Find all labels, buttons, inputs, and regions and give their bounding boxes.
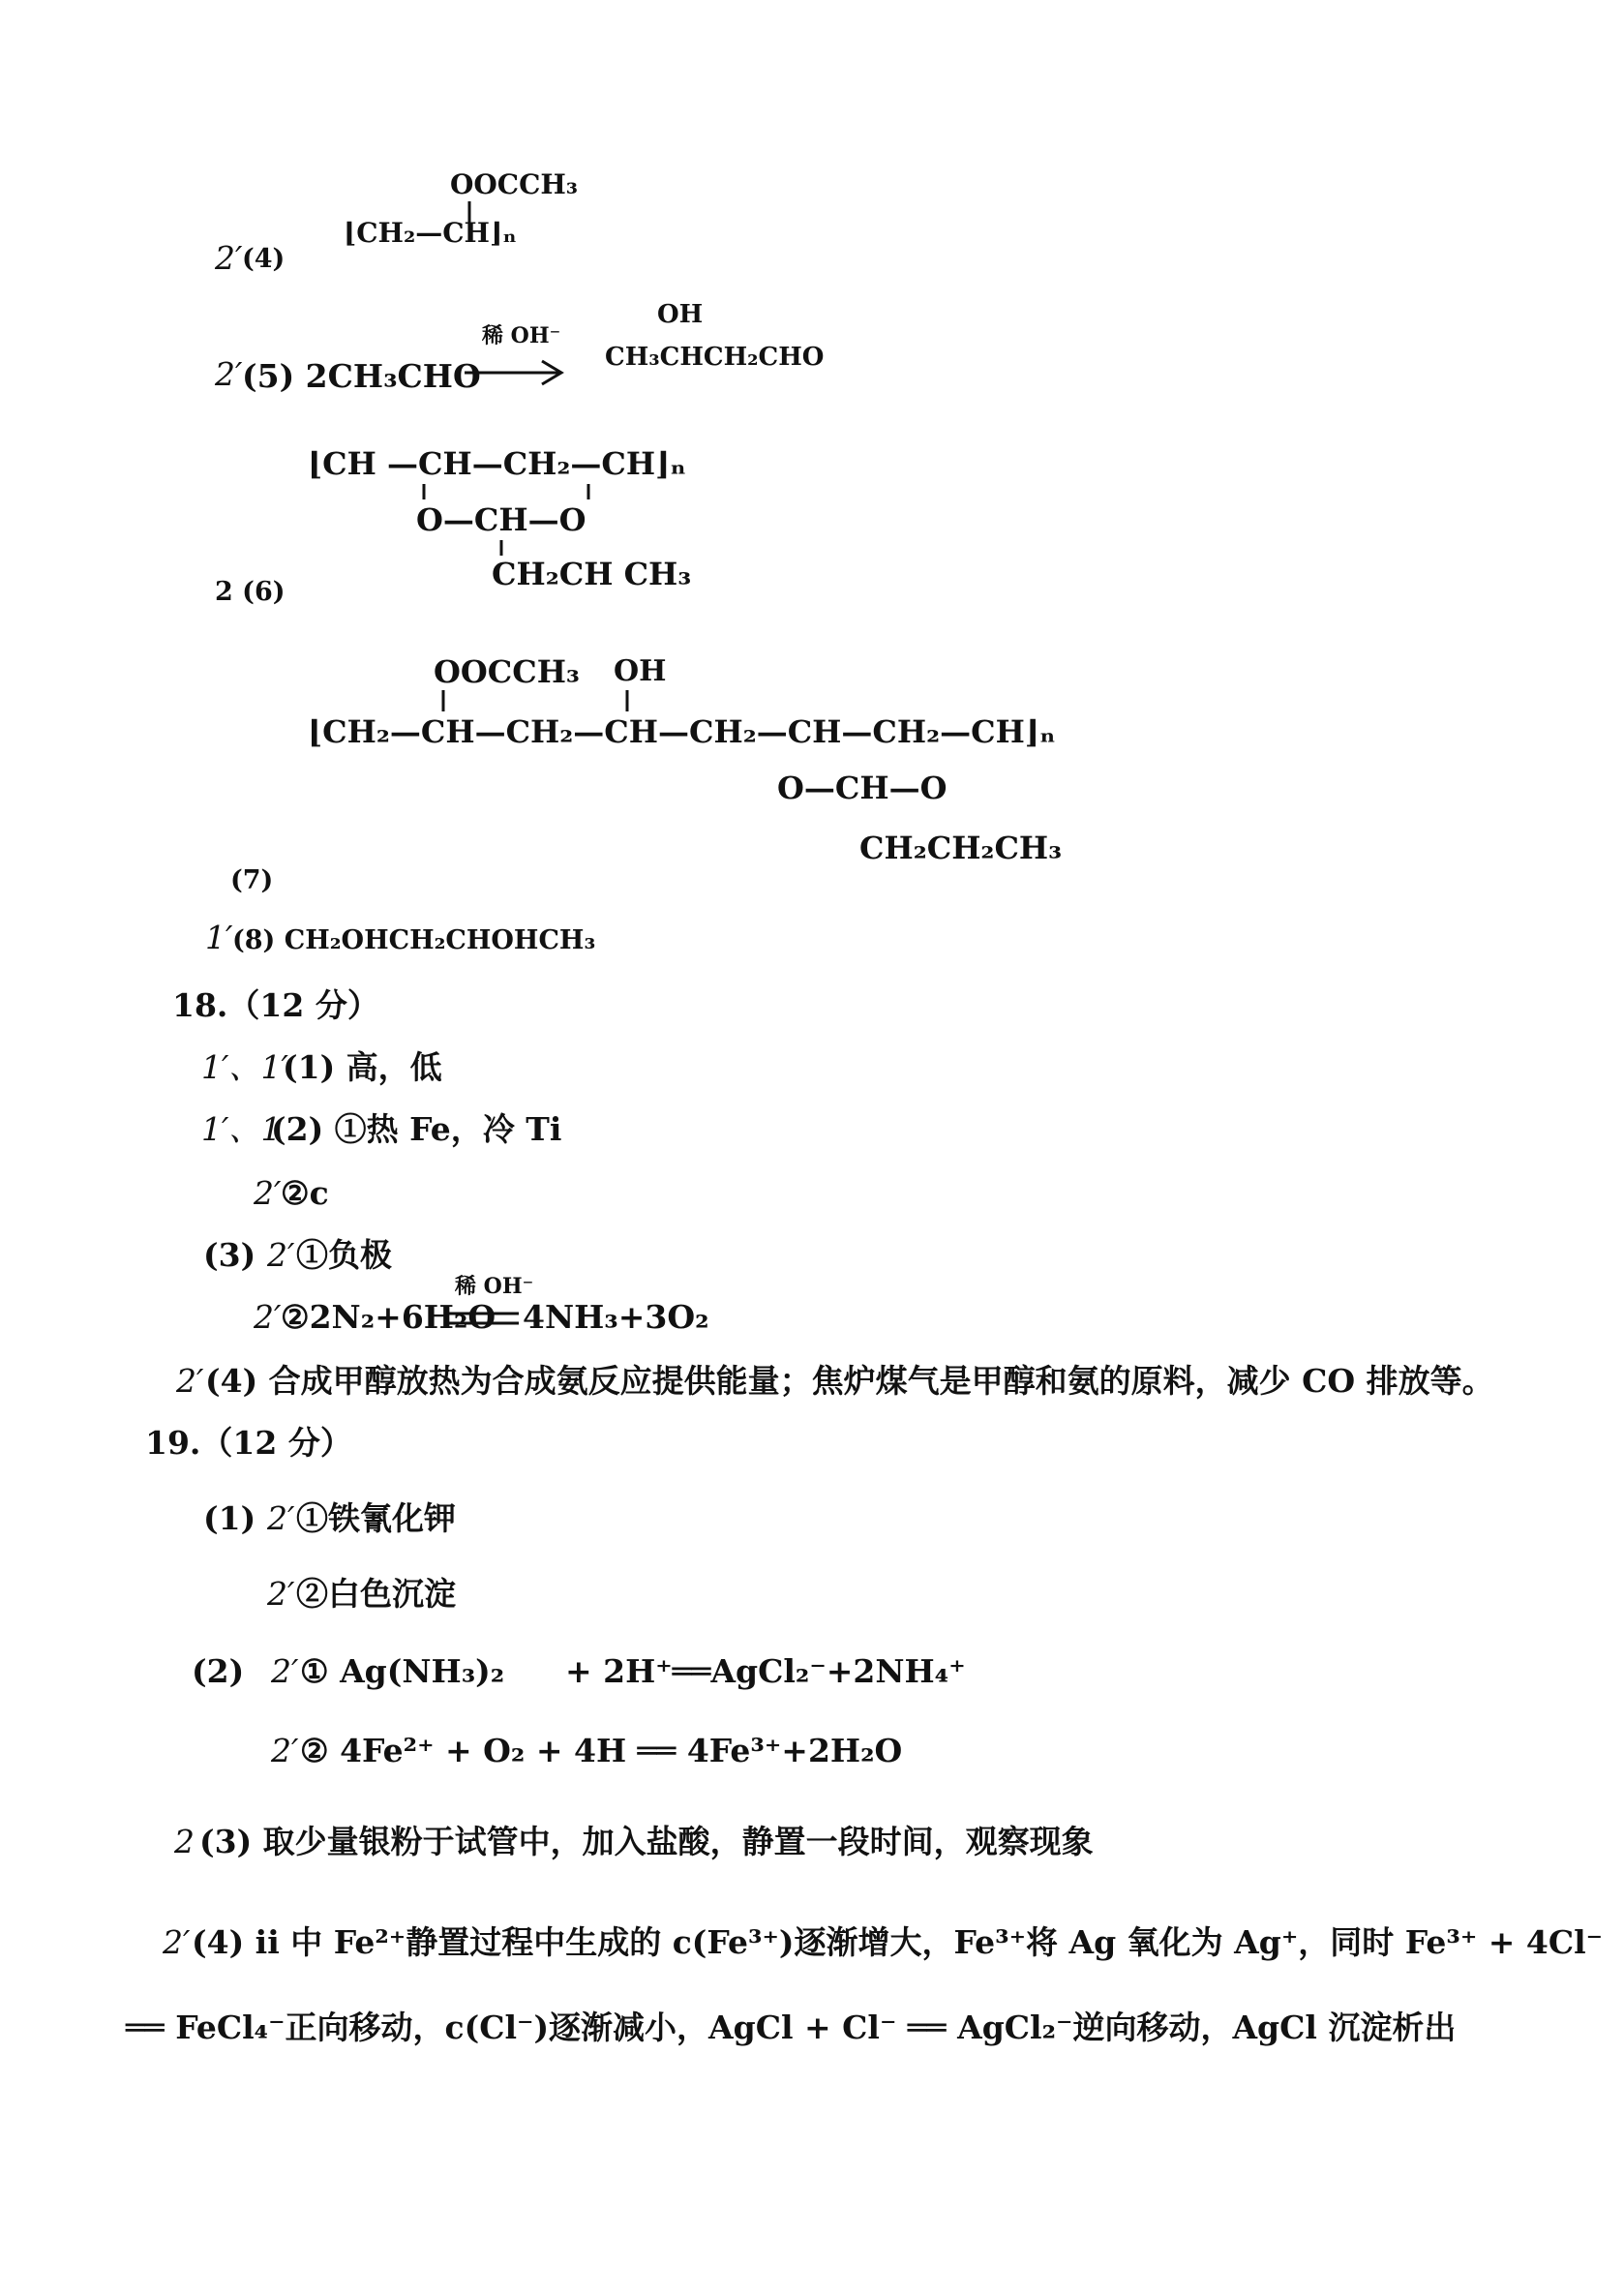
mark: 2′ [176,1362,204,1400]
chain-label: ⌊CH₂—CH—CH₂—CH—CH₂—CH—CH₂—CH⌋ₙ [308,713,1056,750]
equation-lhs: ① Ag(NH₃)₂ [300,1652,505,1690]
mark: 2′ [163,1923,191,1961]
mark: 2′ [267,1236,295,1274]
substituent-label: OOCCH₃ [434,653,580,690]
equation-lhs: ②2N₂+6H₂O [281,1298,496,1336]
mark: 2′ [254,1174,282,1212]
mark: 1′、1 [201,1110,282,1148]
part-label: 2 (6) [215,577,286,607]
mark: 2′ [215,355,243,393]
part-label: (7) [230,865,274,895]
reaction-condition: 稀 OH⁻ [455,1274,534,1299]
part-label: (1) [203,1499,256,1537]
mark: 2′ [215,239,243,277]
equation-rhs: 4NH₃+3O₂ [523,1298,709,1336]
ring-label: O—CH—O [416,501,586,538]
answer-text: (4) 合成甲醇放热为合成氨反应提供能量；焦炉煤气是甲醇和氨的原料，减少 CO 排放等。 [205,1362,1494,1400]
structure-aldol [605,295,825,382]
equation-text: ② 4Fe²⁺ + O₂ + 4H ══ 4Fe³⁺+2H₂O [300,1732,903,1769]
answer-text: ①负极 [296,1236,392,1274]
mark: 2 [174,1823,195,1860]
question-heading: 18.（12 分） [172,986,379,1024]
tail-label: CH₂CH CH₃ [492,556,692,592]
ring-label: O—CH—O [777,770,947,806]
equals-sign [447,1309,521,1328]
mark: 2′ [271,1732,299,1769]
answer-text: ══ FeCl₄⁻正向移动，c(Cl⁻)逐渐减小，AgCl + Cl⁻ ══ AgCl₂⁻逆向移动，AgCl 沉淀析出 [126,2009,1457,2046]
answer-text: (2) ①热 Fe，冷 Ti [271,1110,562,1148]
reaction-condition: 稀 OH⁻ [482,323,561,348]
mark: 2′ [267,1575,295,1613]
mark: 2′ [267,1499,295,1537]
structure-copolymer [308,644,1082,866]
mark: 1′、1′ [201,1048,288,1086]
part-label: (2) [192,1652,245,1690]
structure-polyvinyl-butyral [308,436,695,600]
mark: 2′ [271,1652,299,1690]
part-label: (4) [242,244,286,274]
mark: 2′ [254,1298,282,1336]
answer-text: (4) ii 中 Fe²⁺静置过程中生成的 c(Fe³⁺)逐渐增大，Fe³⁺将 Ag 氧化为 Ag⁺，同时 Fe³⁺ + 4Cl⁻ [192,1923,1604,1961]
part-label: (3) [203,1236,256,1274]
answer-text: ①铁氰化钾 [296,1499,456,1537]
question-heading: 19.（12 分） [145,1424,352,1462]
answer-text: ②白色沉淀 [296,1575,456,1613]
equation-rhs: + 2H⁺══AgCl₂⁻+2NH₄⁺ [565,1652,966,1690]
structure-polyvinyl-acetate [344,165,595,271]
reaction-arrow [463,358,569,387]
part-text: (8) CH₂OHCH₂CHOHCH₃ [232,925,596,955]
answer-text: (1) 高，低 [283,1048,442,1086]
substituent-label: OH [657,300,704,329]
chain-label: ⌊CH —CH—CH₂—CH⌋ₙ [308,445,686,482]
answer-text: (3) 取少量银粉于试管中，加入盐酸，静置一段时间，观察现象 [199,1823,1094,1860]
substituent-label: OH [614,654,667,688]
substituent-label: OOCCH₃ [450,168,579,200]
tail-label: CH₂CH₂CH₃ [859,830,1063,866]
part-text: (5) 2CH₃CHO [242,357,481,395]
answer-text: ②c [281,1174,329,1212]
chain-label: ⌊CH₂—CH⌋ₙ [344,217,517,249]
mark: 1′ [205,919,233,956]
product-label: CH₃CHCH₂CHO [605,343,825,372]
